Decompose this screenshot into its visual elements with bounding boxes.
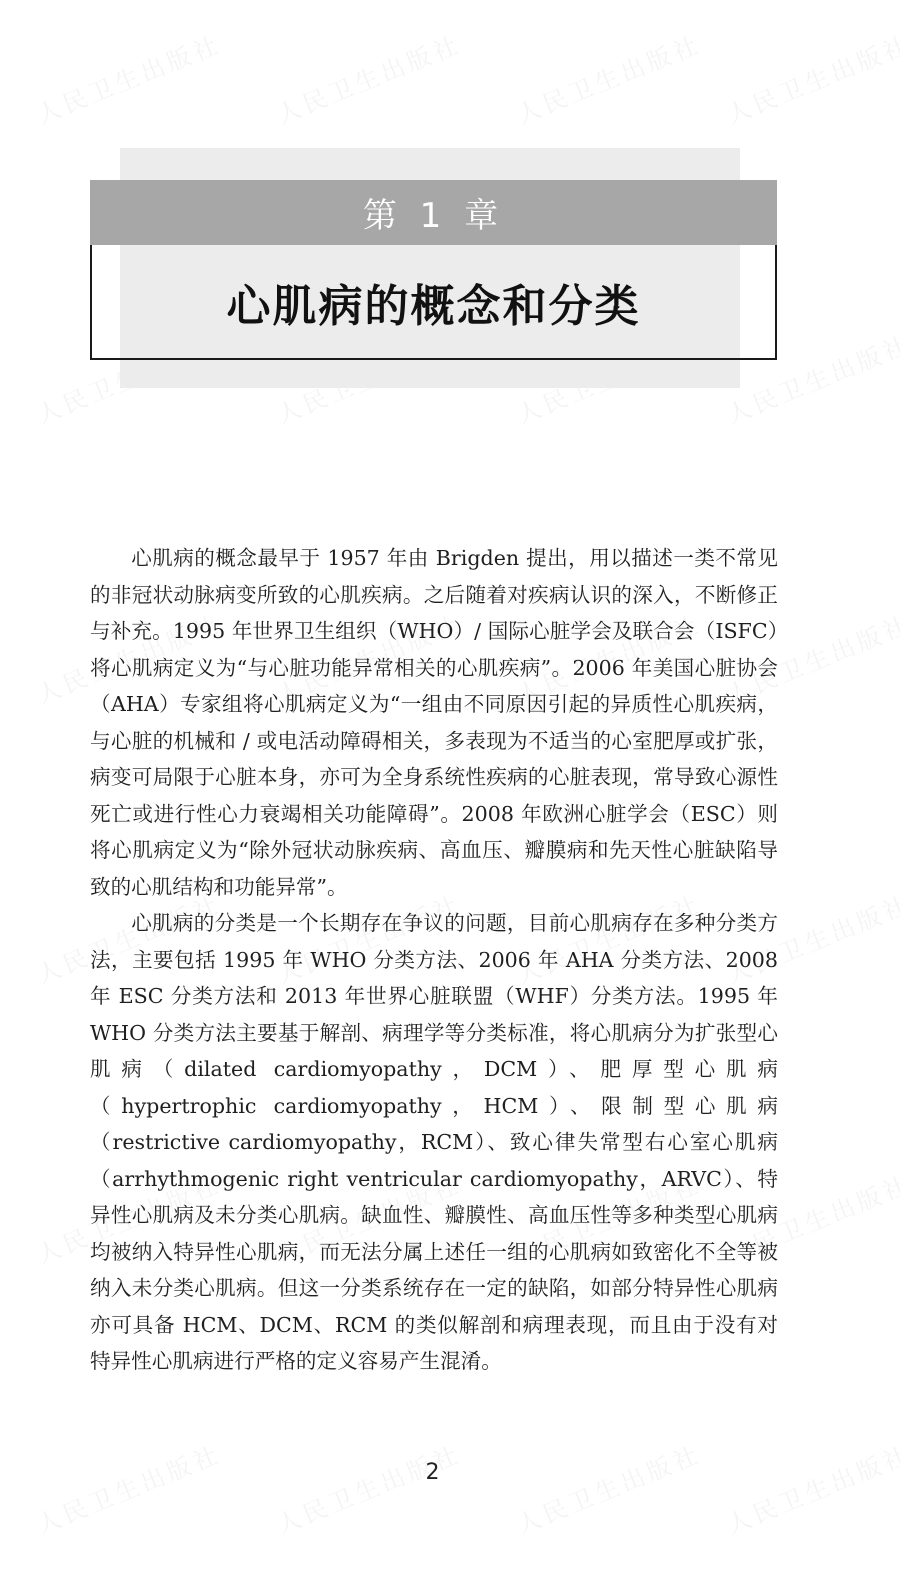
paragraph-classification: 心肌病的分类是一个长期存在争议的问题，目前心肌病存在多种分类方法，主要包括 1995 年 WHO 分类方法、2006 年 AHA 分类方法、2008 年 ESC 分类方法和 2013 年世界心脏联盟（WHF）分类方法。1995 年 WHO 分类方法主要基于解剖、病理学等分类标准，将心肌病分为扩张型心肌病（dilated cardiomyopathy，DCM）、肥厚型心肌病（hypertrophic cardiomyopathy，HCM）、限制型心肌病（restrictive cardiomyopathy，RCM）、致心律失常型右心室心肌病（arrhythmogenic right ventricular cardiomyopathy，ARVC）、特异性心肌病及未分类心肌病。缺血性、瓣膜性、高血压性等多种类型心肌病均被纳入特异性心肌病，而无法分属上述任一组的心肌病如致密化不全等被纳入未分类心肌病。但这一分类系统存在一定的缺陷，如部分特异性心肌病亦可具备 HCM、DCM、RCM 的类似解剖和病理表现，而且由于没有对特异性心肌病进行严格的定义容易产生混淆。 — [90, 911, 778, 1373]
chapter-title-box — [90, 245, 777, 360]
chapter-label: 第 1 章 — [362, 196, 505, 236]
paragraph-definition: 心肌病的概念最早于 1957 年由 Brigden 提出，用以描述一类不常见的非冠状动脉病变所致的心肌疾病。之后随着对疾病认识的深入，不断修正与补充。1995 年世界卫生组织（WHO）/ 国际心脏学会及联合会（ISFC）将心肌病定义为“与心脏功能异常相关的心肌疾病”。2006 年美国心脏协会（AHA）专家组将心肌病定义为“一组由不同原因引起的异质性心肌疾病，与心脏的机械和 / 或电活动障碍相关，多表现为不适当的心室肥厚或扩张，病变可局限于心脏本身，亦可为全身系统性疾病的心脏表现，常导致心源性死亡或进行性心力衰竭相关功能障碍”。2008 年欧洲心脏学会（ESC）则将心肌病定义为“除外冠状动脉疾病、高血压、瓣膜病和先天性心脏缺陷导致的心肌结构和功能异常”。 — [90, 546, 778, 899]
watermark — [721, 25, 900, 131]
watermark — [271, 25, 466, 131]
page-number: 2 — [425, 1460, 440, 1485]
body-text — [90, 540, 778, 1380]
chapter-label-band — [90, 180, 777, 245]
watermark — [31, 25, 226, 131]
watermark — [511, 1435, 706, 1541]
watermark — [721, 1435, 900, 1541]
watermark — [511, 25, 706, 131]
chapter-title: 心肌病的概念和分类 — [226, 280, 641, 332]
watermark — [31, 1435, 226, 1541]
watermark — [271, 1435, 466, 1541]
